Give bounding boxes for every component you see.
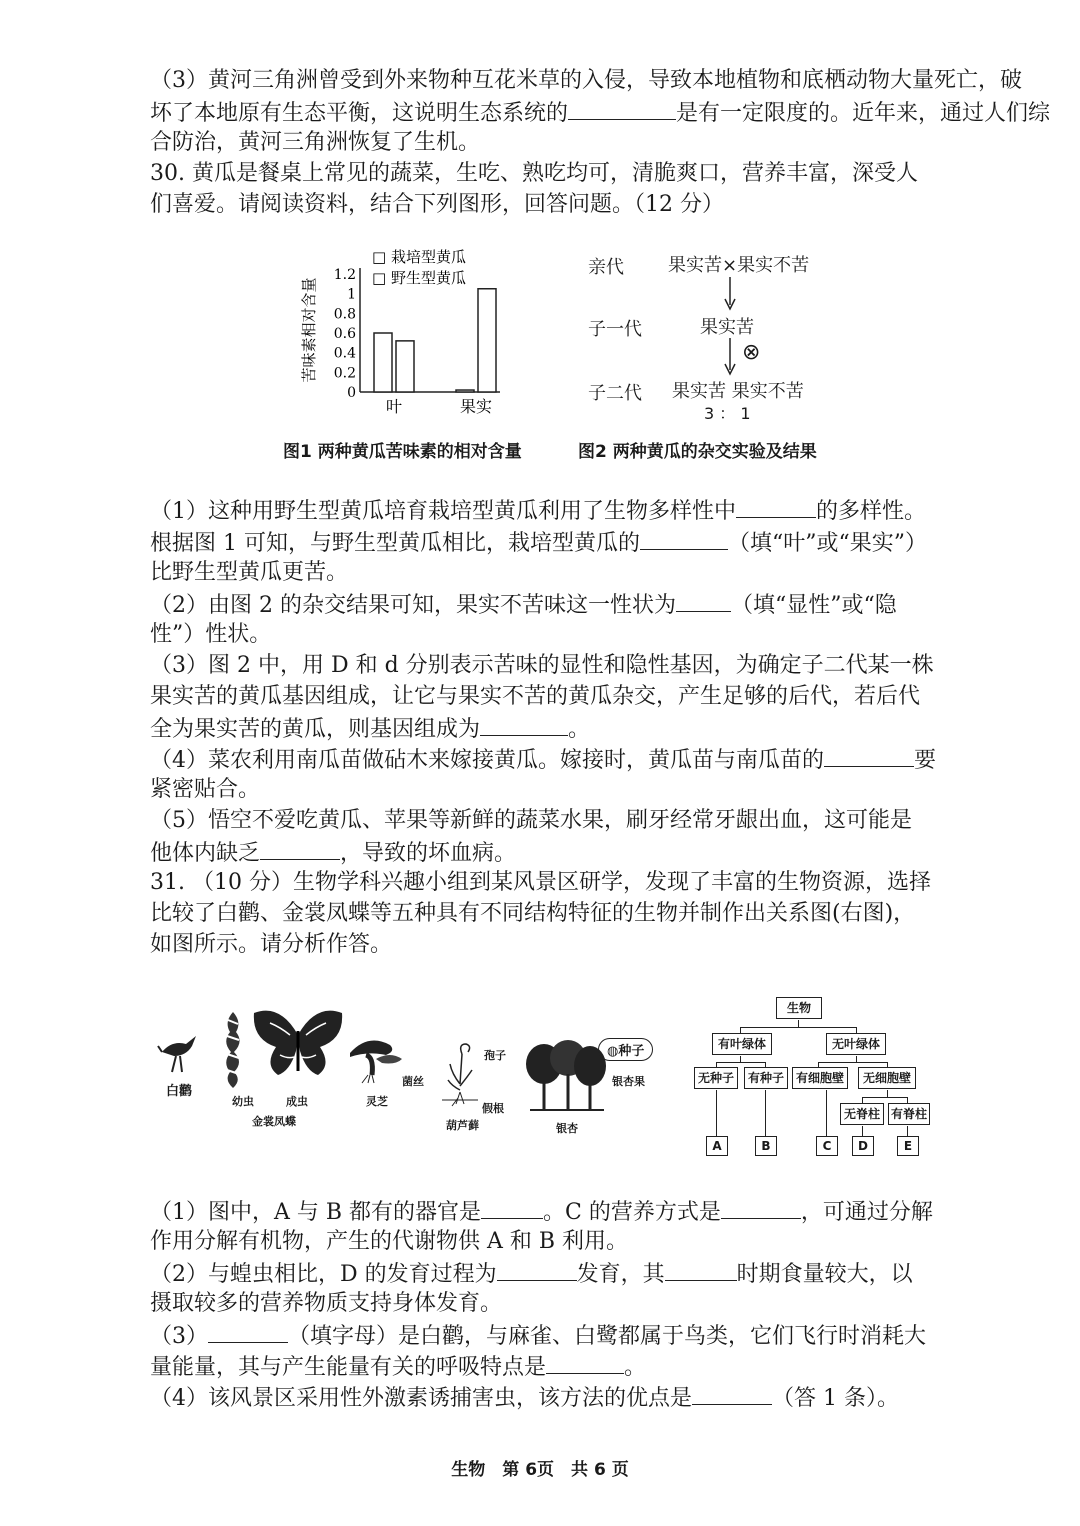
answer-blank[interactable] xyxy=(480,713,568,736)
label-hyphae: 菌丝 xyxy=(402,1075,424,1088)
q31-intro-3: 如图所示。请分析作答。 xyxy=(150,932,393,957)
node-A: A xyxy=(706,1136,728,1156)
q30-5-line-2: 他体内缺乏 ，导致的坏血病。 xyxy=(150,837,516,869)
node-no-spine: 无脊柱 xyxy=(840,1103,884,1125)
y-tick-label: 1 xyxy=(347,286,356,303)
label-larva: 幼虫 xyxy=(232,1095,254,1108)
f1-label: 子一代 xyxy=(588,319,642,340)
label-butterfly: 金裳凤蝶 xyxy=(252,1115,296,1128)
node-B: B xyxy=(755,1136,777,1156)
y-tick-label: 0.8 xyxy=(333,306,356,323)
ganoderma-icon xyxy=(346,1035,406,1085)
label-adult: 成虫 xyxy=(286,1095,308,1108)
label-spore: 孢子 xyxy=(484,1049,506,1062)
q30-4-line-2: 紧密贴合。 xyxy=(150,777,261,802)
answer-blank[interactable] xyxy=(497,1258,577,1281)
q30-intro-2: 们喜爱。请阅读资料，结合下列图形，回答问题。（12 分） xyxy=(150,192,724,217)
y-axis-label: 苦味素相对含量 xyxy=(300,277,318,383)
node-no-seed: 无种子 xyxy=(694,1067,738,1089)
seed-icon: ◍ xyxy=(607,1044,619,1059)
label-moss: 葫芦藓 xyxy=(446,1119,479,1132)
y-tick-label: 0.2 xyxy=(333,365,356,382)
q30-1-line-1: （1）这种用野生型黄瓜培育栽培型黄瓜利用了生物多样性中 的多样性。 xyxy=(150,495,926,527)
arrow-down-icon xyxy=(722,338,738,376)
q30-2-line-1: （2）由图 2 的杂交结果可知，果实不苦味这一性状为 （填“显性”或“隐 xyxy=(150,589,897,621)
node-root: 生物 xyxy=(776,997,822,1019)
answer-blank[interactable] xyxy=(665,1258,737,1281)
q29-line-3: 合防治，黄河三角洲恢复了生机。 xyxy=(150,130,481,155)
answer-blank[interactable] xyxy=(208,1320,288,1343)
fig1-caption: 图1 两种黄瓜苦味素的相对含量 xyxy=(283,442,522,462)
q30-3-line-2: 果实苦的黄瓜基因组成，让它与果实不苦的黄瓜杂交，产生足够的后代，若后代 xyxy=(150,684,921,709)
answer-blank[interactable] xyxy=(640,527,728,550)
label-stork: 白鹳 xyxy=(166,1084,193,1099)
label-ganoderma: 灵芝 xyxy=(366,1095,388,1108)
self-cross-symbol: ⊗ xyxy=(742,340,761,365)
bar-cultivated-1 xyxy=(456,390,474,392)
node-no-chloroplast: 无叶绿体 xyxy=(826,1033,886,1055)
butterfly-icon xyxy=(250,1005,346,1085)
label-ginkgo-fruit: 银杏果 xyxy=(612,1075,645,1088)
node-E: E xyxy=(897,1136,919,1156)
q30-2-line-2: 性”）性状。 xyxy=(150,622,272,647)
arrow-down-icon xyxy=(722,277,738,311)
answer-blank[interactable] xyxy=(481,1196,543,1219)
answer-blank[interactable] xyxy=(260,837,340,860)
node-C: C xyxy=(816,1136,838,1156)
y-tick-label: 0.4 xyxy=(333,345,356,362)
fig1-chart xyxy=(290,240,520,425)
node-has-spine: 有脊柱 xyxy=(888,1103,930,1125)
y-tick-label: 0 xyxy=(347,385,356,401)
q31-2-line-2: 摄取较多的营养物质支持身体发育。 xyxy=(150,1291,503,1316)
q31-1-line-1: （1）图中，A 与 B 都有的器官是 。C 的营养方式是 ，可通过分解 xyxy=(150,1196,933,1228)
node-has-chloroplast: 有叶绿体 xyxy=(712,1033,772,1055)
answer-blank[interactable] xyxy=(676,589,731,612)
x-tick-label: 果实 xyxy=(459,397,493,416)
node-D: D xyxy=(852,1136,874,1156)
bar-cultivated-0 xyxy=(374,333,392,392)
q30-intro-1: 30. 黄瓜是餐桌上常见的蔬菜，生吃、熟吃均可，清脆爽口，营养丰富，深受人 xyxy=(150,161,918,186)
q31-3-line-2: 量能量，其与产生能量有关的呼吸特点是 。 xyxy=(150,1351,646,1383)
node-no-cell-wall: 无细胞壁 xyxy=(858,1067,916,1089)
node-has-cell-wall: 有细胞壁 xyxy=(792,1067,848,1089)
parent-cross: 果实苦×果实不苦 xyxy=(668,255,810,276)
node-has-seed: 有种子 xyxy=(744,1067,788,1089)
label-ginkgo: 银杏 xyxy=(556,1122,578,1135)
seed-callout: ◍种子 xyxy=(598,1038,653,1061)
f1-value: 果实苦 xyxy=(700,317,754,338)
f2-value: 果实苦 果实不苦 xyxy=(672,381,804,402)
q29-line-1: （3）黄河三角洲曾受到外来物种互花米草的入侵，导致本地植物和底栖动物大量死亡，破 xyxy=(150,68,1023,93)
answer-blank[interactable] xyxy=(721,1196,801,1219)
page-footer: 生物 第 6页 共 6 页 xyxy=(451,1460,629,1480)
label-rhizoid: 假根 xyxy=(482,1102,504,1115)
q30-1-line-3: 比野生型黄瓜更苦。 xyxy=(150,560,349,585)
q31-1-line-2: 作用分解有机物，产生的代谢物供 A 和 B 利用。 xyxy=(150,1229,629,1254)
q30-4-line-1: （4）菜农利用南瓜苗做砧木来嫁接黄瓜。嫁接时，黄瓜苗与南瓜苗的 要 xyxy=(150,744,936,776)
bar-wild-1 xyxy=(478,289,496,392)
caterpillar-icon xyxy=(218,1010,248,1090)
q31-4-line-1: （4）该风景区采用性外激素诱捕害虫，该方法的优点是 （答 1 条）。 xyxy=(150,1382,899,1414)
q30-3-line-3: 全为果实苦的黄瓜，则基因组成为 。 xyxy=(150,713,590,745)
q31-2-line-1: （2）与蝗虫相比，D 的发育过程为 发育，其 时期食量较大，以 xyxy=(150,1258,913,1290)
legend-item-cultivated: □ 栽培型黄瓜 xyxy=(372,248,466,266)
y-tick-label: 0.6 xyxy=(333,326,356,342)
y-tick-label: 1.2 xyxy=(333,267,356,283)
ginkgo-icon xyxy=(522,1040,610,1120)
stork-icon xyxy=(156,1030,202,1074)
fig2-caption: 图2 两种黄瓜的杂交实验及结果 xyxy=(578,442,817,462)
x-tick-label: 叶 xyxy=(385,397,403,416)
q30-3-line-1: （3）图 2 中，用 D 和 d 分别表示苦味的显性和隐性基因，为确定子二代某一株 xyxy=(150,653,934,678)
answer-blank[interactable] xyxy=(568,97,676,120)
q31-intro-1: 31. （10 分）生物学科兴趣小组到某风景区研学，发现了丰富的生物资源，选择 xyxy=(150,870,931,895)
q30-5-line-1: （5）悟空不爱吃黄瓜、苹果等新鲜的蔬菜水果，刷牙经常牙龈出血，这可能是 xyxy=(150,808,912,833)
parent-label: 亲代 xyxy=(588,257,624,278)
q31-intro-2: 比较了白鹳、金裳凤蝶等五种具有不同结构特征的生物并制作出关系图(右图)， xyxy=(150,901,916,926)
answer-blank[interactable] xyxy=(736,495,816,518)
moss-icon xyxy=(440,1040,482,1120)
q29-line-2: 坏了本地原有生态平衡，这说明生态系统的 是有一定限度的。近年来，通过人们综 xyxy=(150,97,1050,129)
q31-3-line-1: （3） （填字母）是白鹳，与麻雀、白鹭都属于鸟类，它们飞行时消耗大 xyxy=(150,1320,926,1352)
f2-ratio: 3 ： 1 xyxy=(704,404,751,423)
q30-1-line-2: 根据图 1 可知，与野生型黄瓜相比，栽培型黄瓜的 （填“叶”或“果实”） xyxy=(150,527,927,559)
answer-blank[interactable] xyxy=(692,1382,772,1405)
f2-label: 子二代 xyxy=(588,383,642,404)
bar-wild-0 xyxy=(396,341,414,392)
legend-item-wild: □ 野生型黄瓜 xyxy=(372,269,466,287)
answer-blank[interactable] xyxy=(546,1351,624,1374)
answer-blank[interactable] xyxy=(824,744,914,767)
